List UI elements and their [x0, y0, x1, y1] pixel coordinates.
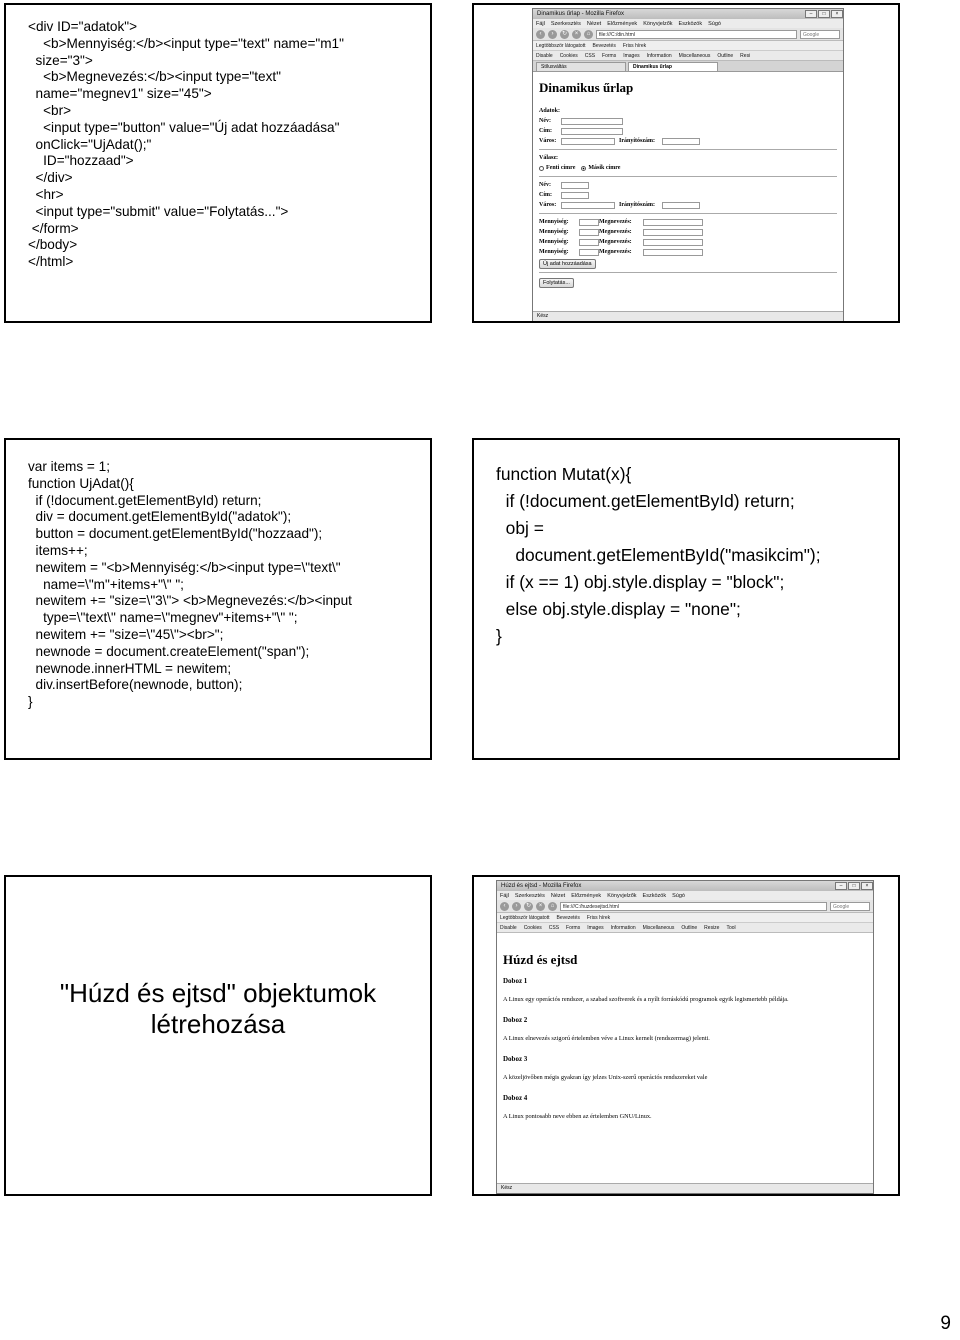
- cim-field[interactable]: [561, 128, 623, 135]
- toolbar-item[interactable]: Eszközök: [642, 892, 667, 899]
- toolbar-item[interactable]: Cookies: [559, 52, 578, 59]
- toolbar-item[interactable]: Forms: [602, 52, 617, 59]
- toolbar-item[interactable]: Bevezetés: [556, 914, 580, 921]
- status-bar: Kész: [533, 311, 843, 321]
- code-line: newitem += "size=\"3\"> <b>Megnevezés:</b><input: [28, 593, 352, 609]
- toolbar-item[interactable]: Szerkesztés: [514, 892, 545, 899]
- maximize-icon[interactable]: □: [848, 882, 860, 890]
- code-line: var items = 1;: [28, 459, 110, 474]
- drag-box[interactable]: [503, 1054, 867, 1082]
- iranyitoszam-field[interactable]: [662, 138, 700, 145]
- drag-box[interactable]: [503, 1015, 867, 1043]
- toolbar-item[interactable]: Tool: [726, 924, 736, 931]
- toolbar-item[interactable]: CSS: [548, 924, 560, 931]
- toolbar-item[interactable]: Friss hírek: [622, 42, 647, 49]
- toolbar-item[interactable]: Information: [610, 924, 636, 931]
- slide-drag-drop-screenshot: [472, 875, 900, 1196]
- mennyiseg-label: Mennyiség:: [539, 229, 569, 235]
- code-line: <input type="submit" value="Folytatás...">: [28, 203, 289, 219]
- title-line-1: "Húzd és ejtsd" objektumok: [59, 978, 377, 1008]
- code-line: </body>: [28, 237, 78, 253]
- drag-boxes: [503, 976, 867, 1121]
- toolbar-item[interactable]: Nézet: [550, 892, 566, 899]
- code-line: if (x == 1) obj.style.display = "block";: [496, 572, 785, 592]
- iranyitoszam-label: Irányítószám:: [619, 138, 655, 144]
- quantity-row: [539, 237, 837, 247]
- slide-dynamic-form-screenshot: [472, 3, 900, 323]
- cim-field-2[interactable]: [561, 192, 589, 199]
- megnevezes-field[interactable]: [643, 239, 703, 246]
- mennyiseg-field[interactable]: [579, 249, 599, 256]
- forward-icon[interactable]: ›: [512, 902, 521, 911]
- toolbar-item[interactable]: Outline: [717, 52, 734, 59]
- toolbar-item[interactable]: Könyvjelzők: [607, 892, 637, 899]
- close-icon[interactable]: ×: [831, 10, 843, 18]
- radio-fenti-label: Fenti címre: [546, 165, 576, 171]
- window-titlebar: [533, 9, 843, 19]
- stop-icon[interactable]: ×: [572, 30, 581, 39]
- code-line: div = document.getElementById("adatok");: [28, 509, 292, 525]
- divider: [539, 213, 837, 214]
- toolbar-item[interactable]: Forms: [566, 924, 581, 931]
- mennyiseg-label: Mennyiség:: [539, 239, 569, 245]
- code-line: items++;: [28, 542, 88, 558]
- toolbar-item[interactable]: Miscellaneous: [678, 52, 711, 59]
- navigation-bar: [533, 28, 843, 41]
- maximize-icon[interactable]: □: [818, 10, 830, 18]
- close-icon[interactable]: ×: [861, 882, 873, 890]
- page-heading: Húzd és ejtsd: [503, 952, 578, 967]
- megnevezes-label: Megnevezés:: [599, 239, 632, 245]
- toolbar-item[interactable]: Resi: [740, 52, 751, 59]
- search-input[interactable]: Google: [800, 30, 840, 39]
- radio-masik-label: Másik címre: [588, 165, 621, 171]
- status-bar: Kész: [497, 1183, 873, 1193]
- drag-box[interactable]: [503, 976, 867, 1004]
- reload-icon[interactable]: ↻: [525, 902, 532, 909]
- box-text: A közeljövőben mégis gyakran így jelzes Unix-szerű operációs rendszereket vale: [503, 1074, 708, 1081]
- toolbar-item[interactable]: Images: [587, 924, 604, 931]
- code-line: onClick="UjAdat();": [28, 136, 152, 152]
- mennyiseg-field[interactable]: [579, 239, 599, 246]
- toolbar-item[interactable]: Nézet: [586, 20, 602, 27]
- submit-button[interactable]: Folytatás...: [539, 278, 574, 288]
- navigation-bar: [497, 900, 873, 913]
- code-line: <b>Mennyiség:</b><input type="text" name="m1": [28, 35, 344, 51]
- nev-field[interactable]: [561, 118, 623, 125]
- toolbar-item[interactable]: Disable: [500, 924, 517, 931]
- code-line: }: [496, 626, 502, 646]
- code-line: </html>: [28, 254, 74, 270]
- box-title: Doboz 4: [503, 1094, 528, 1102]
- home-icon[interactable]: ⌂: [548, 902, 557, 911]
- code-line: }: [28, 694, 33, 710]
- window-titlebar: [497, 881, 873, 891]
- varos-label: Város:: [539, 138, 557, 144]
- toolbar-item[interactable]: Information: [646, 52, 672, 59]
- slide-mutat-code: [472, 438, 900, 760]
- toolbar-item[interactable]: Könyvjelzők: [643, 20, 673, 27]
- browser-window: [532, 8, 844, 322]
- iranyitoszam-field-2[interactable]: [662, 202, 700, 209]
- bookmarks-bar: [533, 41, 843, 51]
- code-line: if (!document.getElementById) return;: [496, 491, 795, 511]
- page-number: 9: [940, 1313, 951, 1334]
- divider: [539, 272, 837, 273]
- code-line: document.getElementById("masikcim");: [496, 545, 821, 565]
- code-block: [28, 19, 344, 271]
- toolbar-item[interactable]: Előzmények: [607, 20, 638, 27]
- toolbar-item[interactable]: Súgó: [672, 892, 685, 899]
- search-input[interactable]: Google: [830, 902, 870, 911]
- nev-label-2: Név:: [539, 182, 551, 188]
- page-content: [497, 944, 873, 1183]
- box-text: A Linux egy operációs rendszer, a szabad szoftverek és a nyílt forráskódú programok egyik legismertebb példája.: [503, 996, 789, 1003]
- code-line: newitem = "<b>Mennyiség:</b><input type=\"text\": [28, 559, 341, 575]
- code-block: [496, 461, 821, 650]
- varos-label-2: Város:: [539, 202, 557, 208]
- toolbar-item[interactable]: Outline: [681, 924, 698, 931]
- tab-dinamikus-urlap[interactable]: Dinamikus űrlap: [628, 62, 718, 71]
- code-line: newnode.innerHTML = newitem;: [28, 660, 232, 676]
- box-title: Doboz 2: [503, 1016, 528, 1024]
- toolbar-item[interactable]: CSS: [584, 52, 596, 59]
- code-line: function UjAdat(){: [28, 475, 134, 491]
- browser-window: [496, 880, 874, 1194]
- box-text: A Linux pontosabb neve ebben az értelemben GNU/Linux.: [503, 1113, 652, 1120]
- back-icon[interactable]: ‹: [536, 30, 545, 39]
- developer-toolbar: [497, 923, 873, 933]
- toolbar-item[interactable]: Legtöbbször látogatott: [500, 914, 550, 921]
- quantity-rows: [539, 217, 837, 257]
- toolbar-item[interactable]: Előzmények: [571, 892, 602, 899]
- code-line: if (!document.getElementById) return;: [28, 492, 262, 508]
- tab-stilusvaltas[interactable]: Stílusváltás: [536, 62, 626, 71]
- code-line: <br>: [28, 102, 72, 118]
- toolbar-item[interactable]: Miscellaneous: [642, 924, 675, 931]
- toolbar-item[interactable]: Images: [623, 52, 640, 59]
- mennyiseg-field[interactable]: [579, 219, 599, 226]
- code-line: div.insertBefore(newnode, button);: [28, 677, 243, 693]
- code-line: type=\"text\" name=\"megnev"+items+"\" ";: [28, 610, 298, 626]
- code-line: button = document.getElementById("hozzaad");: [28, 526, 323, 542]
- megnevezes-field[interactable]: [643, 229, 703, 236]
- toolbar-item[interactable]: Friss hírek: [586, 914, 611, 921]
- code-line: <b>Megnevezés:</b><input type="text": [28, 69, 281, 85]
- quantity-row: [539, 217, 837, 227]
- slide-ujadat-code: [4, 438, 432, 760]
- title-line-2: létrehozása: [150, 1009, 286, 1039]
- megnevezes-field[interactable]: [643, 219, 703, 226]
- toolbar-item[interactable]: Cookies: [523, 924, 542, 931]
- minimize-icon[interactable]: –: [805, 10, 817, 18]
- code-line: </form>: [28, 220, 79, 236]
- code-line: <hr>: [28, 186, 64, 202]
- code-line: newnode = document.createElement("span");: [28, 643, 310, 659]
- home-icon[interactable]: ⌂: [584, 30, 593, 39]
- toolbar-item[interactable]: Súgó: [708, 20, 721, 27]
- add-item-button[interactable]: Új adat hozzáadása: [539, 259, 596, 269]
- developer-toolbar: [533, 51, 843, 61]
- back-icon[interactable]: ‹: [500, 902, 509, 911]
- toolbar-item[interactable]: Szerkesztés: [550, 20, 581, 27]
- slide-html-code: [4, 3, 432, 323]
- radio-masik-cimre[interactable]: [581, 166, 586, 171]
- code-line: name="megnev1" size="45">: [28, 86, 212, 102]
- toolbar-item[interactable]: Resize: [704, 924, 720, 931]
- minimize-icon[interactable]: –: [835, 882, 847, 890]
- box-text: A Linux elnevezés szigorú értelemben véve a Linux kernelt (rendszermag) jelenti.: [503, 1035, 710, 1042]
- code-line: function Mutat(x){: [496, 464, 632, 484]
- valasz-label: Válasz:: [539, 155, 558, 161]
- code-line: ID="hozzaad">: [28, 153, 134, 169]
- adatok-label: Adatok:: [539, 108, 561, 114]
- bookmarks-bar: [497, 913, 873, 923]
- tab-bar: [533, 61, 843, 72]
- divider: [539, 176, 837, 177]
- toolbar-item[interactable]: Bevezetés: [592, 42, 616, 49]
- nev-label: Név:: [539, 118, 551, 124]
- megnevezes-label: Megnevezés:: [599, 229, 632, 235]
- iranyitoszam-label-2: Irányítószám:: [619, 202, 655, 208]
- reload-icon[interactable]: ↻: [561, 30, 568, 37]
- toolbar-item[interactable]: Eszközök: [678, 20, 703, 27]
- code-line: size="3">: [28, 52, 93, 68]
- forward-icon[interactable]: ›: [548, 30, 557, 39]
- code-line: obj =: [496, 518, 544, 538]
- toolbar-item[interactable]: Legtöbbször látogatott: [536, 42, 586, 49]
- megnevezes-label: Megnevezés:: [599, 249, 632, 255]
- varos-field-2[interactable]: [561, 202, 615, 209]
- code-line: <div ID="adatok">: [28, 19, 138, 34]
- page-content: [533, 74, 843, 311]
- megnevezes-label: Megnevezés:: [599, 219, 632, 225]
- toolbar-item[interactable]: Disable: [536, 52, 553, 59]
- quantity-row: [539, 247, 837, 257]
- code-block: [28, 459, 352, 711]
- megnevezes-field[interactable]: [643, 249, 703, 256]
- varos-field[interactable]: [561, 138, 615, 145]
- code-line: newitem += "size=\"45\"><br>";: [28, 626, 224, 642]
- window-title: Dinamikus űrlap - Mozilla Firefox: [537, 11, 625, 17]
- mennyiseg-label: Mennyiség:: [539, 249, 569, 255]
- toolbar-item[interactable]: Fájl: [536, 20, 545, 27]
- cim-label: Cím:: [539, 128, 552, 134]
- drag-box[interactable]: [503, 1093, 867, 1121]
- toolbar-item[interactable]: Fájl: [500, 892, 509, 899]
- url-input[interactable]: file:///C:/huzdesejtsd.html: [560, 902, 827, 911]
- section-title: [6, 978, 430, 1040]
- menu-bar: [497, 891, 873, 900]
- code-line: <input type="button" value="Új adat hozzáadása": [28, 119, 340, 135]
- page-heading: Dinamikus űrlap: [539, 80, 634, 95]
- mennyiseg-field[interactable]: [579, 229, 599, 236]
- radio-fenti-cimre[interactable]: [539, 166, 544, 171]
- stop-icon[interactable]: ×: [536, 902, 545, 911]
- box-title: Doboz 3: [503, 1055, 528, 1063]
- divider: [539, 149, 837, 150]
- box-title: Doboz 1: [503, 977, 528, 985]
- code-line: else obj.style.display = "none";: [496, 599, 741, 619]
- nev-field-2[interactable]: [561, 182, 589, 189]
- quantity-row: [539, 227, 837, 237]
- code-line: </div>: [28, 170, 73, 186]
- slide-section-title: [4, 875, 432, 1196]
- url-input[interactable]: file:///C:/din.html: [596, 30, 797, 39]
- menu-bar: [533, 19, 843, 28]
- mennyiseg-label: Mennyiség:: [539, 219, 569, 225]
- window-title: Húzd és ejtsd - Mozilla Firefox: [501, 883, 582, 889]
- cim-label-2: Cím:: [539, 192, 552, 198]
- code-line: name=\"m"+items+"\" ";: [28, 576, 184, 592]
